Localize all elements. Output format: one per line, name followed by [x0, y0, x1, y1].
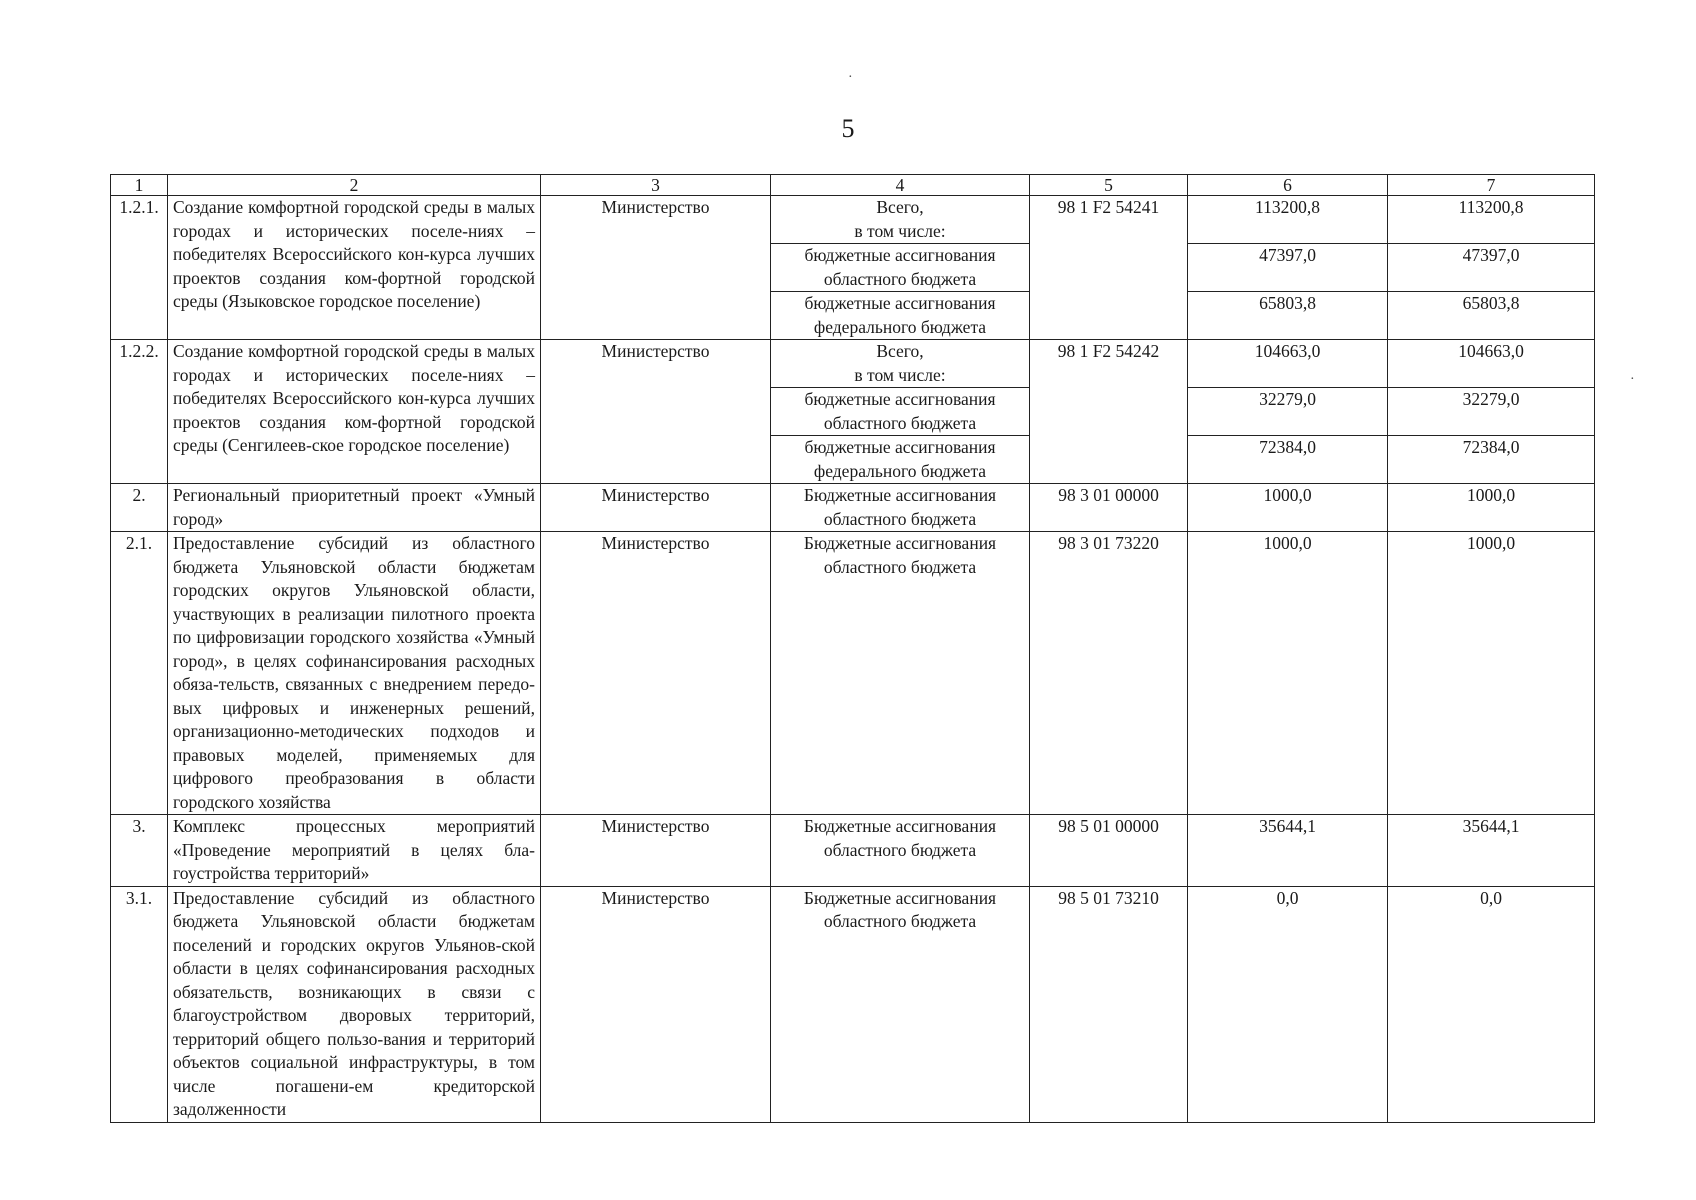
- funding-source-line: областного бюджета: [823, 268, 977, 289]
- amount-col6: 32279,0: [1188, 388, 1388, 436]
- funding-source-line: федерального бюджета: [813, 316, 987, 337]
- header-cell: 3: [541, 175, 771, 196]
- table-row: [111, 196, 1595, 244]
- budget-table: [110, 174, 1595, 1123]
- budget-code: 98 1 F2 54241: [1030, 196, 1188, 340]
- table-row: [111, 532, 1595, 815]
- header-cell: 6: [1188, 175, 1388, 196]
- activity-name: Предоставление субсидий из областного бюджета Ульяновской области бюджетам городских округов Ульяновской области, участвующих в реализации пилотного проекта по цифровизации городского хозяйства «Умный город», в целях софинансирования расходных обяза-тельств, связанных с внедрением передо-вых цифровых и инженерных решений, организационно-методических подходов и правовых моделей, применяемых для цифрового преобразования в области городского хозяйства: [168, 532, 541, 815]
- executor: Министерство: [541, 815, 771, 887]
- funding-source-line: федерального бюджета: [813, 460, 987, 481]
- header-cell: 2: [168, 175, 541, 196]
- amount-col7: 32279,0: [1388, 388, 1595, 436]
- amount-col6: 72384,0: [1188, 436, 1388, 484]
- amount-col7: 1000,0: [1388, 532, 1595, 815]
- executor: Министерство: [541, 340, 771, 484]
- funding-source-line: областного бюджета: [823, 556, 977, 577]
- table-row: [111, 484, 1595, 532]
- funding-source: [771, 436, 1030, 484]
- funding-source-line: бюджетные ассигнования: [804, 293, 996, 313]
- amount-col7: 0,0: [1388, 886, 1595, 1122]
- amount-col7: 113200,8: [1388, 196, 1595, 244]
- amount-col6: 47397,0: [1188, 244, 1388, 292]
- budget-code: 98 5 01 00000: [1030, 815, 1188, 887]
- header-cell: 7: [1388, 175, 1595, 196]
- amount-col6: 0,0: [1188, 886, 1388, 1122]
- funding-source-line: Всего,: [876, 341, 924, 361]
- funding-source-line: Бюджетные ассигнования: [803, 887, 997, 908]
- funding-source: [771, 815, 1030, 887]
- scan-speck: ·: [1630, 372, 1635, 387]
- executor: Министерство: [541, 532, 771, 815]
- row-number: 1.2.1.: [111, 196, 168, 340]
- funding-source-line: областного бюджета: [823, 412, 977, 433]
- funding-source-line: Бюджетные ассигнования: [803, 485, 997, 505]
- header-cell: 1: [111, 175, 168, 196]
- funding-source-line: областного бюджета: [823, 508, 977, 529]
- funding-source-line: бюджетные ассигнования: [804, 389, 996, 409]
- row-number: 2.1.: [111, 532, 168, 815]
- amount-col6: 1000,0: [1188, 484, 1388, 532]
- table-row: [111, 340, 1595, 388]
- row-number: 1.2.2.: [111, 340, 168, 484]
- activity-name: Создание комфортной городской среды в малых городах и исторических поселе-ниях – победителях Всероссийского кон-курса лучших проектов создания ком-фортной городской среды (Языковское городское поселение): [168, 196, 541, 340]
- funding-source: [771, 532, 1030, 815]
- funding-source: [771, 244, 1030, 292]
- budget-code: 98 1 F2 54242: [1030, 340, 1188, 484]
- executor: Министерство: [541, 484, 771, 532]
- funding-source-line: Бюджетные ассигнования: [803, 816, 997, 836]
- funding-source-line: областного бюджета: [823, 911, 977, 931]
- amount-col6: 65803,8: [1188, 292, 1388, 340]
- amount-col7: 72384,0: [1388, 436, 1595, 484]
- activity-name: Комплекс процессных мероприятий «Проведение мероприятий в целях бла-гоустройства территорий»: [168, 815, 541, 887]
- funding-source: [771, 340, 1030, 388]
- amount-col6: 1000,0: [1188, 532, 1388, 815]
- activity-name: Региональный приоритетный проект «Умный город»: [168, 484, 541, 532]
- row-number: 3.1.: [111, 886, 168, 1122]
- table-row: [111, 886, 1595, 1122]
- amount-col7: 47397,0: [1388, 244, 1595, 292]
- amount-col6: 104663,0: [1188, 340, 1388, 388]
- funding-source-line: областного бюджета: [823, 839, 977, 860]
- table-header-row: [111, 175, 1595, 196]
- amount-col7: 1000,0: [1388, 484, 1595, 532]
- funding-source: [771, 886, 1030, 1122]
- funding-source-line: Всего,: [876, 197, 924, 217]
- funding-source: [771, 292, 1030, 340]
- funding-source-line: в том числе:: [854, 364, 946, 385]
- amount-col6: 113200,8: [1188, 196, 1388, 244]
- funding-source-line: в том числе:: [854, 220, 946, 241]
- amount-col7: 65803,8: [1388, 292, 1595, 340]
- scan-speck: ·: [848, 70, 853, 85]
- activity-name: Создание комфортной городской среды в малых городах и исторических поселе-ниях – победителях Всероссийского кон-курса лучших проектов создания ком-фортной городской среды (Сенгилеев-ское городское поселение): [168, 340, 541, 484]
- table-row: [111, 815, 1595, 887]
- budget-code: 98 3 01 73220: [1030, 532, 1188, 815]
- amount-col7: 104663,0: [1388, 340, 1595, 388]
- funding-source: [771, 388, 1030, 436]
- amount-col6: 35644,1: [1188, 815, 1388, 887]
- budget-code: 98 3 01 00000: [1030, 484, 1188, 532]
- funding-source: [771, 484, 1030, 532]
- funding-source-line: Бюджетные ассигнования: [803, 533, 997, 553]
- row-number: 2.: [111, 484, 168, 532]
- header-cell: 5: [1030, 175, 1188, 196]
- funding-source-line: бюджетные ассигнования: [804, 437, 996, 457]
- funding-source-line: бюджетные ассигнования: [804, 245, 996, 265]
- executor: Министерство: [541, 196, 771, 340]
- funding-source: [771, 196, 1030, 244]
- executor: Министерство: [541, 886, 771, 1122]
- activity-name: Предоставление субсидий из областного бюджета Ульяновской области бюджетам поселений и городских округов Ульянов-ской области в целях софинансирования расходных обязательств, возникающих в связи с благоустройством дворовых территорий, территорий общего пользо-вания и территорий объектов социальной инфраструктуры, в том числе погашени-ем кредиторской задолженности: [168, 886, 541, 1122]
- row-number: 3.: [111, 815, 168, 887]
- amount-col7: 35644,1: [1388, 815, 1595, 887]
- page-number: 5: [841, 114, 855, 143]
- header-cell: 4: [771, 175, 1030, 196]
- budget-code: 98 5 01 73210: [1030, 886, 1188, 1122]
